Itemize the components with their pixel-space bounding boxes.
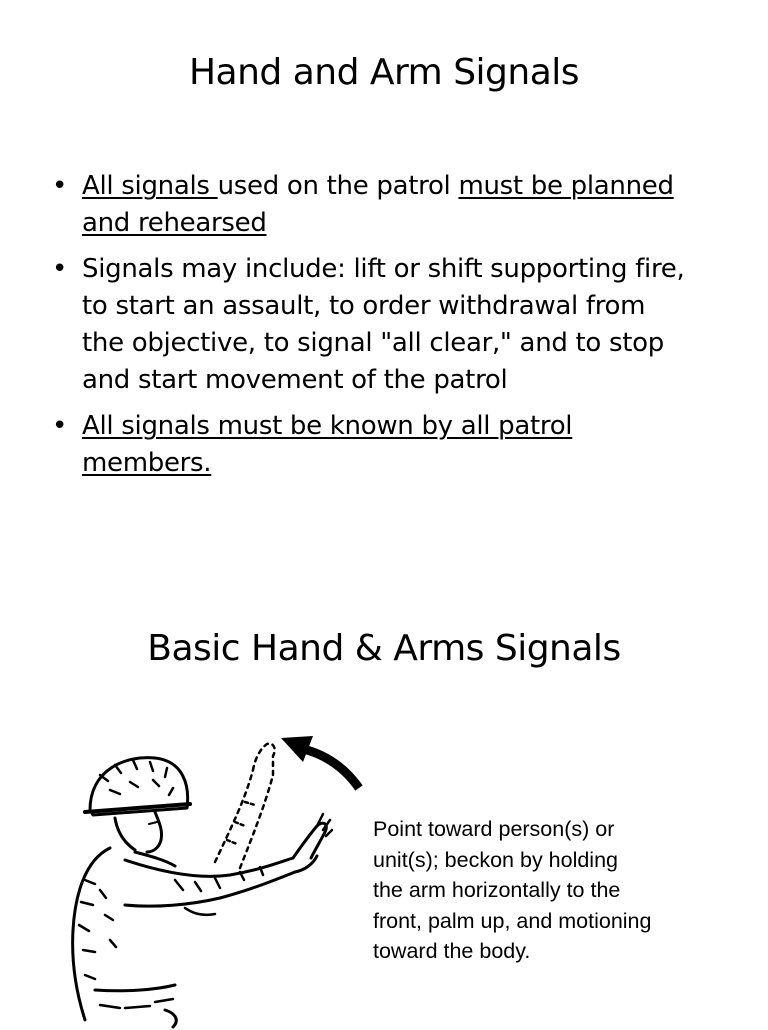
bullet-dot-icon: • [52,171,68,201]
description-line: front, palm up, and motioning [373,908,652,933]
signal-description [373,814,733,967]
bullet-item [50,168,690,242]
bullet-list [50,168,690,491]
bullet-text: Signals may include: lift or shift supporting fire, to start an assault, to order withdrawal from the objective, to signal "all clear," and to stop and start movement of the patrol [82,254,685,395]
bullet-item [50,251,690,399]
description-line: Point toward person(s) or [373,817,615,841]
description-line: toward the body. [373,939,531,963]
bullet-item [50,408,690,482]
bullet-dot-icon: • [52,411,68,441]
bullet-underlined-text: must be planned and rehearsed [82,171,674,238]
slide-title: Hand and Arm Signals [188,52,580,93]
slide-title: Basic Hand & Arms Signals [147,628,621,669]
soldier-beckon-illustration [55,730,375,1030]
description-line: the arm horizontally to the [373,878,621,902]
slide-basic-hand-and-arms-signals [0,560,768,1024]
bullet-text: used on the patrol [217,171,459,201]
bullet-dot-icon: • [52,254,68,284]
bullet-underlined-text: All signals [82,171,218,201]
bullet-underlined-text: All signals must be known by all patrol members. [82,411,573,478]
description-line: unit(s); beckon by holding [373,847,619,872]
